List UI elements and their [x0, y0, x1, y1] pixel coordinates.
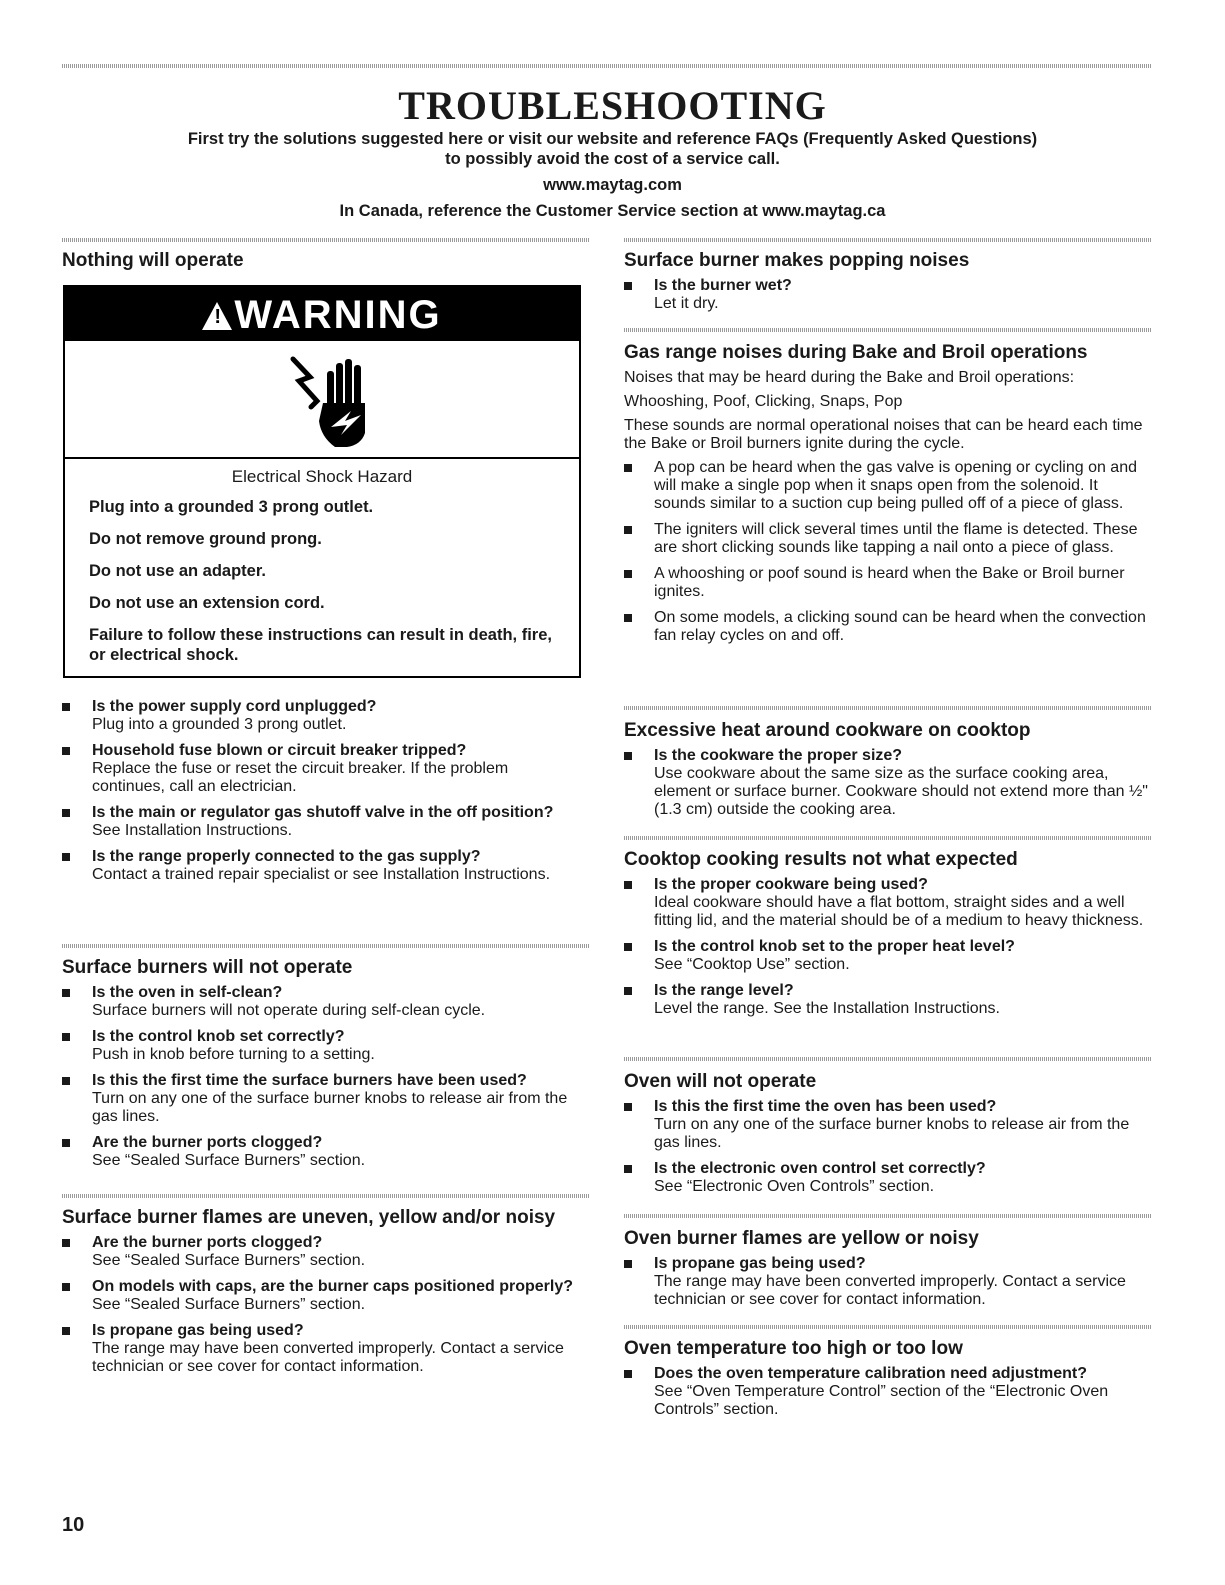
- section-nothing-heading: [62, 250, 590, 277]
- answer: The range may have been converted improperly. Contact a service technician or see cover for contact information.: [654, 1273, 1126, 1308]
- bullet-icon: [624, 526, 632, 534]
- list-item: [62, 1278, 590, 1314]
- question: Is the control knob set to the proper heat level?: [654, 938, 1015, 955]
- list-item: [62, 984, 590, 1020]
- answer: Ideal cookware should have a flat bottom, straight sides and a well fitting lid, and the material should be of a medium to heavy thickness.: [654, 894, 1144, 929]
- paragraph: Noises that may be heard during the Bake and Broil operations:: [624, 369, 1075, 386]
- page-number: 10: [62, 1514, 85, 1536]
- page-title: TROUBLESHOOTING: [398, 83, 827, 128]
- question: Is propane gas being used?: [654, 1255, 866, 1272]
- list-item: [624, 521, 1152, 557]
- answer: Turn on any one of the surface burner knobs to release air from the gas lines.: [654, 1116, 1130, 1151]
- section-nothing-items: [62, 698, 582, 892]
- list-item: [624, 938, 1152, 974]
- bullet-icon: [62, 1077, 70, 1085]
- bullet-icon: [624, 282, 632, 290]
- list-item: [624, 459, 1152, 513]
- warning-line: Do not remove ground prong.: [89, 530, 322, 548]
- warning-line: Do not use an adapter.: [89, 562, 266, 580]
- bullet-icon: [62, 1239, 70, 1247]
- question: Are the burner ports clogged?: [92, 1134, 323, 1151]
- list-item: [624, 609, 1152, 645]
- answer: Surface burners will not operate during self-clean cycle.: [92, 1002, 486, 1019]
- list-item: [62, 1028, 590, 1064]
- canada-note: In Canada, reference the Customer Service section at www.maytag.ca: [339, 202, 886, 220]
- bullet-icon: [624, 1370, 632, 1378]
- answer: A pop can be heard when the gas valve is opening or cycling on and will make a single pop when it snaps open from the solenoid. It sounds similar to a suction cup being pulled off of a piece of glass.: [654, 459, 1137, 512]
- bullet-icon: [624, 570, 632, 578]
- hazard-title: Electrical Shock Hazard: [231, 467, 413, 486]
- list-item: [62, 1234, 590, 1270]
- section-rule: [62, 944, 590, 948]
- list-item: [62, 742, 582, 796]
- list-item: [624, 277, 1152, 313]
- list-item: [62, 1134, 590, 1170]
- section-rule: [624, 706, 1152, 710]
- question: Is the main or regulator gas shutoff valve in the off position?: [92, 804, 554, 821]
- section-heading: Gas range noises during Bake and Broil operations: [624, 342, 1088, 363]
- section-heading: Excessive heat around cookware on cooktop: [624, 720, 1031, 741]
- section-surface: [62, 957, 590, 1178]
- section-heading: Surface burner flames are uneven, yellow and/or noisy: [62, 1207, 556, 1228]
- question: On models with caps, are the burner caps positioned properly?: [92, 1278, 573, 1295]
- question: Is the oven in self-clean?: [92, 984, 283, 1001]
- question: Is the power supply cord unplugged?: [92, 698, 377, 715]
- question: Does the oven temperature calibration need adjustment?: [654, 1365, 1087, 1382]
- answer: Let it dry.: [654, 295, 719, 312]
- question: Are the burner ports clogged?: [92, 1234, 323, 1251]
- top-rule: [62, 64, 1152, 68]
- list-item: [62, 848, 582, 884]
- answer: The range may have been converted improperly. Contact a service technician or see cover for contact information.: [92, 1340, 564, 1375]
- question: Is the control knob set correctly?: [92, 1028, 345, 1045]
- section-rule: [62, 1194, 590, 1198]
- list-item: [62, 698, 582, 734]
- answer: Push in knob before turning to a setting.: [92, 1046, 375, 1063]
- bullet-icon: [62, 1033, 70, 1041]
- bullet-icon: [624, 881, 632, 889]
- answer: A whooshing or poof sound is heard when the Bake or Broil burner ignites.: [654, 565, 1125, 600]
- section-heading: Cooktop cooking results not what expected: [624, 849, 1018, 870]
- section-popping: [624, 250, 1152, 321]
- paragraph: Whooshing, Poof, Clicking, Snaps, Pop: [624, 393, 903, 410]
- list-item: [624, 1365, 1152, 1419]
- answer: See “Oven Temperature Control” section of the “Electronic Oven Controls” section.: [654, 1383, 1109, 1418]
- section-rule: [624, 328, 1152, 332]
- section-heading: Surface burner makes popping noises: [624, 250, 970, 271]
- list-item: [62, 1322, 590, 1376]
- bullet-icon: [624, 464, 632, 472]
- bullet-icon: [624, 987, 632, 995]
- section-temperature: [624, 1338, 1152, 1427]
- warning-box: [63, 285, 581, 678]
- section-heading: Oven temperature too high or too low: [624, 1338, 963, 1359]
- list-item: [624, 982, 1152, 1018]
- website-link[interactable]: www.maytag.com: [543, 176, 682, 194]
- answer: Level the range. See the Installation Instructions.: [654, 1000, 1000, 1017]
- answer: Plug into a grounded 3 prong outlet.: [92, 716, 347, 733]
- section-heading: Oven will not operate: [624, 1071, 817, 1092]
- section-oven: [624, 1071, 1152, 1204]
- answer: Contact a trained repair specialist or see Installation Instructions.: [92, 866, 551, 883]
- bullet-icon: [624, 614, 632, 622]
- list-item: [624, 1098, 1152, 1152]
- bullet-icon: [624, 1103, 632, 1111]
- warning-line: Plug into a grounded 3 prong outlet.: [89, 498, 374, 516]
- intro-line-1: First try the solutions suggested here or visit our website and reference FAQs (Frequently Asked Questions): [187, 130, 1038, 148]
- question: Is propane gas being used?: [92, 1322, 304, 1339]
- answer: Replace the fuse or reset the circuit breaker. If the problem continues, call an electrician.: [92, 760, 509, 795]
- question: Is this the first time the surface burners have been used?: [92, 1072, 527, 1089]
- section-rule: [624, 1214, 1152, 1218]
- list-item: [624, 1255, 1152, 1309]
- question: Household fuse blown or circuit breaker tripped?: [92, 742, 467, 759]
- list-item: [62, 1072, 590, 1126]
- section-noises: [624, 342, 1152, 653]
- section-oven-flames: [624, 1228, 1152, 1317]
- section-rule: [62, 238, 590, 242]
- bullet-icon: [62, 853, 70, 861]
- section-flames: [62, 1207, 590, 1384]
- bullet-icon: [624, 1260, 632, 1268]
- question: Is the electronic oven control set correctly?: [654, 1160, 986, 1177]
- bullet-icon: [62, 703, 70, 711]
- answer: See “Sealed Surface Burners” section.: [92, 1152, 366, 1169]
- list-item: [624, 1160, 1152, 1196]
- bullet-icon: [62, 1139, 70, 1147]
- answer: Use cookware about the same size as the surface cooking area, element or surface burner. Cookware should not extend more than ½" (1.3 cm) outside the cooking area.: [654, 765, 1148, 818]
- answer: Turn on any one of the surface burner knobs to release air from the gas lines.: [92, 1090, 568, 1125]
- question: Is the proper cookware being used?: [654, 876, 928, 893]
- question: Is this the first time the oven has been used?: [654, 1098, 997, 1115]
- bullet-icon: [62, 747, 70, 755]
- section-cooktop: [624, 849, 1152, 1026]
- electrical-shock-hand-icon: [65, 341, 579, 457]
- bullet-icon: [624, 943, 632, 951]
- warning-body: [65, 457, 579, 677]
- list-item: [62, 804, 582, 840]
- question: Is the range properly connected to the gas supply?: [92, 848, 481, 865]
- warning-triangle-icon: [202, 302, 232, 330]
- list-item: [624, 747, 1152, 819]
- answer: See “Cooktop Use” section.: [654, 956, 850, 973]
- answer: On some models, a clicking sound can be heard when the convection fan relay cycles on and off.: [654, 609, 1146, 644]
- question: Is the range level?: [654, 982, 794, 999]
- section-heat: [624, 720, 1152, 827]
- section-heading: Oven burner flames are yellow or noisy: [624, 1228, 979, 1249]
- answer: See “Electronic Oven Controls” section.: [654, 1178, 935, 1195]
- bullet-icon: [62, 1283, 70, 1291]
- list-item: [624, 876, 1152, 930]
- list-item: [624, 565, 1152, 601]
- paragraph: These sounds are normal operational noises that can be heard each time the Bake or Broil burners ignite during the cycle.: [624, 417, 1143, 452]
- section-heading: Nothing will operate: [62, 250, 244, 271]
- warning-line: Do not use an extension cord.: [89, 594, 325, 612]
- bullet-icon: [624, 752, 632, 760]
- bullet-icon: [62, 989, 70, 997]
- answer: The igniters will click several times until the flame is detected. These are short clicking sounds like tapping a nail onto a piece of glass.: [654, 521, 1138, 556]
- question: Is the cookware the proper size?: [654, 747, 903, 764]
- intro-line-2: to possibly avoid the cost of a service call.: [445, 150, 780, 168]
- warning-line: Failure to follow these instructions can result in death, fire, or electrical shock.: [89, 626, 552, 664]
- section-heading: Surface burners will not operate: [62, 957, 353, 978]
- question: Is the burner wet?: [654, 277, 792, 294]
- bullet-icon: [62, 1327, 70, 1335]
- bullet-icon: [62, 809, 70, 817]
- section-rule: [624, 1057, 1152, 1061]
- answer: See “Sealed Surface Burners” section.: [92, 1296, 366, 1313]
- section-rule: [624, 1325, 1152, 1329]
- bullet-icon: [624, 1165, 632, 1173]
- answer: See Installation Instructions.: [92, 822, 293, 839]
- warning-heading: WARNING: [234, 293, 442, 337]
- section-rule: [624, 238, 1152, 242]
- answer: See “Sealed Surface Burners” section.: [92, 1252, 366, 1269]
- section-rule: [624, 836, 1152, 840]
- warning-header: [65, 287, 579, 341]
